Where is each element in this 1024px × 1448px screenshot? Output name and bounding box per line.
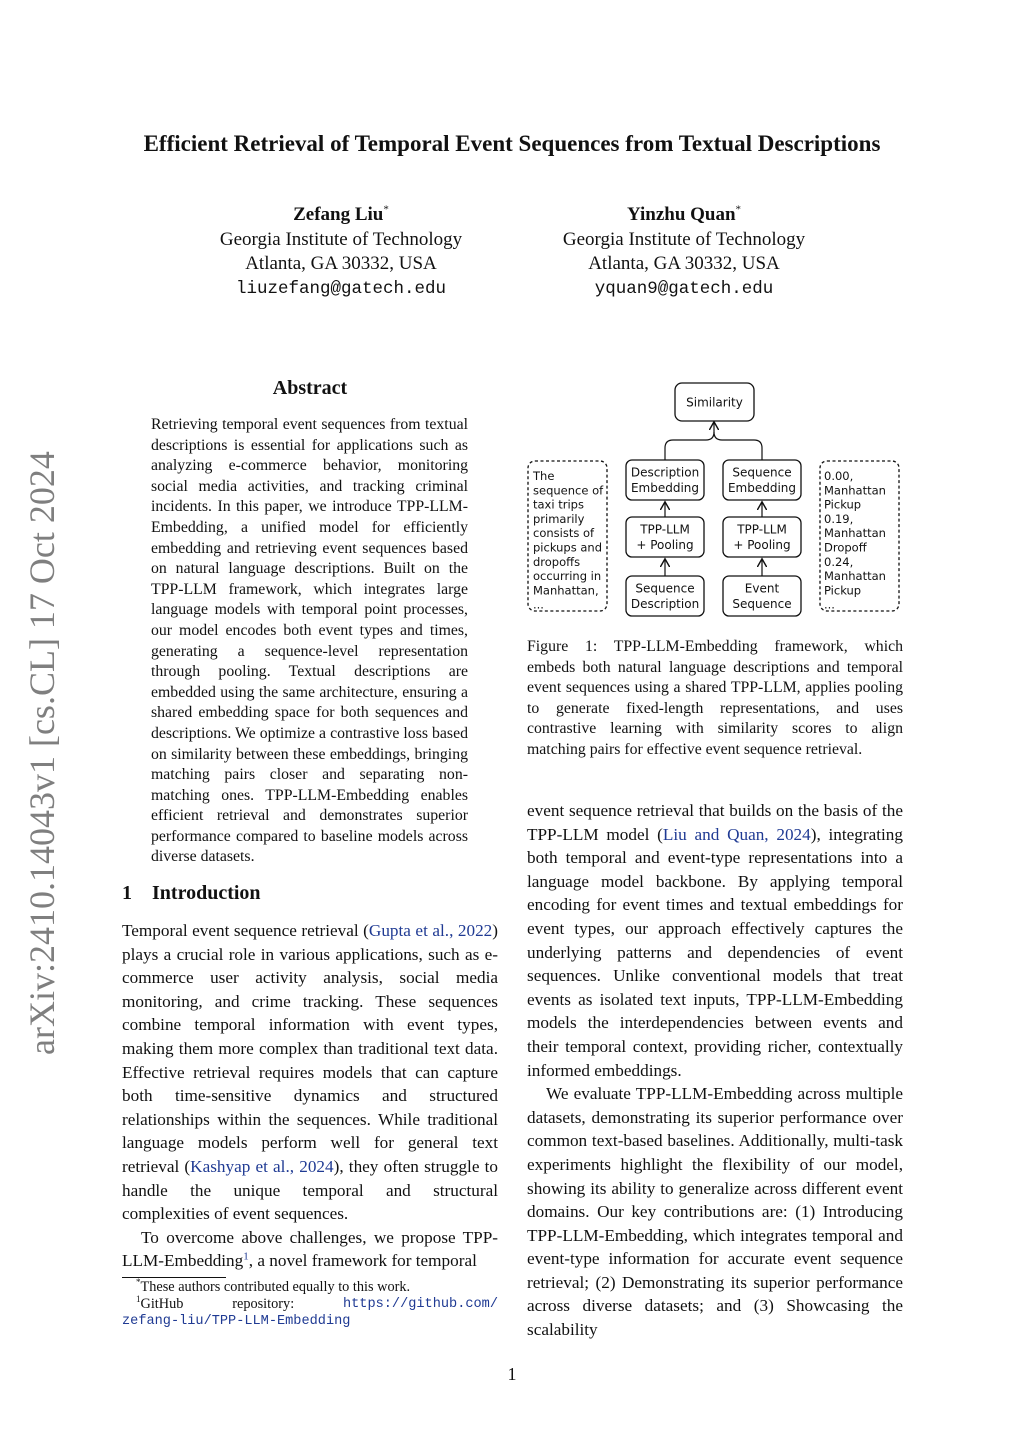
paper-title: Efficient Retrieval of Temporal Event Sequences from Textual Descriptions [143,131,881,156]
event-example-line: Manhattan [824,526,886,541]
connector-line [714,432,762,460]
event-example-line: 0.19, [824,511,854,526]
text-example-line: occurring in [533,569,602,584]
similarity-label: Similarity [686,395,743,410]
footnote-link[interactable]: 1 [243,1250,249,1263]
intro-paragraph-1 [122,919,498,1226]
description-embedding-label-2: Embedding [630,481,700,495]
text-run: ), integrating both temporal and event-type representations into a language model backbone. By applying temporal encoding for event times and textual embeddings for event types, our approach effectively captures the underlying patterns and dependencies of event sequences. Unlike conventional models that treat events as isolated text inputs, TPP-LLM-Embedding models the interdependencies between events and their temporal context, providing richer, contextually informed embeddings. [527,824,903,1080]
text-example-line: The [533,469,555,483]
footnote-text: GitHub [140,1296,184,1312]
event-sequence-label-1: Event [744,581,780,596]
text-example-line: ... [533,597,544,612]
text-example-line: taxi trips [533,497,584,512]
text-example-line: dropoffs [533,554,581,569]
event-example-line: Dropoff [824,540,867,555]
tpp-llm-label-2: + Pooling [636,538,694,552]
tpp-llm-label-1: TPP-LLM [640,522,690,537]
author-address: Atlanta, GA 30332, USA [588,253,780,274]
footnote-2 [122,1296,498,1313]
framework-diagram [520,372,912,622]
event-example-line: Manhattan [824,569,886,584]
text-run: , a novel framework for temporal [248,1251,477,1271]
event-example-line: 0.24, [824,554,854,569]
section-number: 1 [122,882,132,904]
text-run: ) plays a crucial role in various applications, such as e-commerce user activity analysis, social media monitoring, and crime tracking. These sequences combine temporal information with event types, making them more complex than traditional text data. Effective retrieval requires models that can capture both time-sensitive dynamics and structured relationships within the sequences. While traditional language models perform well for general text retrieval ( [122,921,499,1176]
event-example-line: Pickup [824,583,862,598]
footnote-mark: 1 [136,1294,141,1305]
author-mark: * [735,203,742,216]
description-embedding-label-1: Description [630,465,700,480]
repository-link[interactable]: https://github.com/ [342,1297,498,1312]
abstract-heading: Abstract [272,377,348,399]
author-affiliation: Georgia Institute of Technology [219,228,463,250]
text-run: Temporal event sequence retrieval ( [122,921,369,940]
citation-link[interactable]: Gupta et al., 2022 [368,921,493,940]
author-name: Zefang Liu [293,204,384,225]
citation-link[interactable]: Kashyap et al., 2024 [190,1156,334,1176]
intro-paragraph-3: We evaluate TPP-LLM-Embedding across multiple datasets, demonstrating its superior performance over common text-based baselines. Additionally, multi-task experiments highlight the flexibility of our model, showing its ability to generalize across different event domains. Our key contributions are: (1) Introducing TPP-LLM-Embedding, which integrates temporal and event-type information for accurate event sequence retrieval; (2) Demonstrating its superior performance across diverse datasets; and (3) Showcasing the scalability [527,1084,903,1340]
footnote-1 [122,1279,498,1296]
text-run: ), they often struggle to handle the unique temporal and structural complexities of event sequences. [122,1156,498,1224]
arxiv-identifier: arXiv:2410.14043v1 [cs.CL] 17 Oct 2024 [22,451,62,1055]
tpp-llm-label-1: TPP-LLM [737,522,787,537]
section-heading [122,882,261,905]
connector-arrow [665,423,714,460]
section-title: Introduction [152,882,261,904]
intro-column-right [527,799,903,1342]
text-example-line: primarily [533,511,585,526]
event-example-line: Manhattan [824,483,886,498]
sequence-description-label-1: Sequence [635,581,695,596]
figure-caption: Figure 1: TPP-LLM-Embedding framework, which embeds both natural language descriptions and temporal event sequences using a shared TPP-LLM, applies pooling to generate fixed-length representations, and uses contrastive learning with similarity scores to align matching pairs for effective event sequence retrieval. [527,638,903,758]
text-run: event sequence retrieval that builds on the basis of the TPP-LLM model ( [527,801,903,844]
intro-paragraph-2-start [122,1226,498,1273]
intro-column-left [122,919,498,1273]
author-email[interactable]: yquan9@gatech.edu [594,278,774,299]
author-block [519,203,849,301]
author-address: Atlanta, GA 30332, USA [245,253,437,274]
text-run: To overcome above challenges, we propose TPP-LLM-Embedding [122,1227,498,1271]
abstract-text: Retrieving temporal event sequences from textual descriptions is essential for applications such as analyzing e-commerce behavior, monitoring social media activities, and tracking criminal incidents. In this paper, we introduce TPP-LLM-Embedding, a unified model for efficiently embedding and retrieving event sequences based on natural language descriptions. Built on the TPP-LLM framework, which integrates large language models with temporal point processes, our model encodes both event types and times, generating a sequence-level representation through pooling. Textual descriptions are embedded using the same architecture, ensuring a shared embedding space for both sequences and descriptions. We optimize a contrastive loss based on similarity between these embeddings, bringing matching pairs closer and separating non-matching ones. TPP-LLM-Embedding enables efficient retrieval and demonstrates superior performance compared to baseline models across diverse datasets. [151,416,468,866]
event-example-line: ... [824,597,835,612]
text-example-line: Manhattan, [533,583,599,598]
intro-paragraph-2-continued [527,799,903,1082]
author-block [176,203,506,301]
footnote-mark: * [136,1277,141,1288]
author-affiliation: Georgia Institute of Technology [562,228,806,250]
page-number: 1 [507,1364,517,1384]
tpp-llm-label-2: + Pooling [733,538,791,552]
author-name: Yinzhu Quan [626,204,736,225]
text-example-line: pickups and [533,540,602,555]
event-example-line: 0.00, [824,469,854,483]
event-example-line: Pickup [824,497,862,512]
author-email[interactable]: liuzefang@gatech.edu [235,278,447,299]
text-example-line: consists of [533,526,595,541]
text-example-line: sequence of [533,483,604,498]
sequence-embedding-label-2: Embedding [727,481,797,495]
figure-1 [520,372,912,622]
sequence-embedding-label-1: Sequence [732,465,792,480]
event-sequence-label-2: Sequence [732,597,792,611]
sequence-description-label-2: Description [630,597,700,611]
author-mark: * [383,203,389,216]
repository-link-continued[interactable]: zefang-liu/TPP-LLM-Embedding [122,1314,351,1329]
footnote-text: repository: [232,1296,295,1312]
citation-link[interactable]: Liu and Quan, 2024 [662,824,811,844]
footnote-text: These authors contributed equally to this work. [140,1279,411,1295]
footnotes [122,1279,498,1330]
